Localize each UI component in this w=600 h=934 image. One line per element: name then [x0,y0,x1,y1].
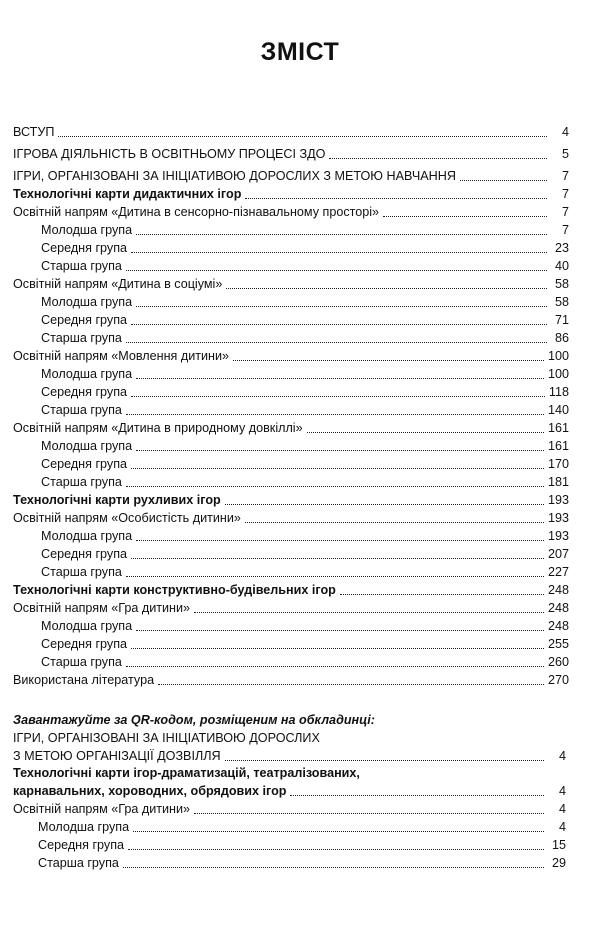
toc-entry[interactable] [13,491,569,509]
toc-entry-label: Молодша група [41,619,133,633]
toc-entry-label: ІГРИ, ОРГАНІЗОВАНІ ЗА ІНІЦІАТИВОЮ ДОРОСЛИХ З МЕТОЮ НАВЧАННЯ [13,169,456,183]
toc-entry[interactable] [13,145,569,163]
toc-entry-label: Середня група [41,547,128,561]
leader-dots [136,377,544,379]
leader-dots [126,413,544,415]
toc-entry-label: Молодша група [41,295,133,309]
toc-entry[interactable] [41,239,569,257]
toc-entry-page: 193 [547,493,569,507]
toc-entry-page: 86 [554,331,569,345]
toc-entry-label: Освітній напрям «Дитина в природному довкіллі» [13,421,303,435]
toc-entry-label: Середня група [38,838,125,852]
toc-entry-label: Молодша група [41,529,133,543]
toc-entry-page: 4 [558,820,566,834]
toc-entry-label: Середня група [41,457,128,471]
toc-entry[interactable] [13,747,566,765]
leader-dots [136,305,547,307]
toc-entry-page: 118 [548,385,569,399]
leader-dots [126,665,544,667]
toc-entry-page: 255 [547,637,569,651]
toc-entry[interactable] [38,854,566,872]
toc-entry[interactable] [41,653,569,671]
leader-dots [131,557,544,559]
toc-entry-page: 29 [551,856,566,870]
toc-entry[interactable] [38,818,566,836]
leader-dots [136,629,544,631]
toc-entry[interactable] [41,365,569,383]
toc-entry[interactable] [41,617,569,635]
toc-entry-label: Освітній напрям «Дитина в сенсорно-пізнавальному просторі» [13,205,380,219]
toc-entry-label: Старша група [41,403,122,417]
leader-dots [460,179,547,181]
qr-note: Завантажуйте за QR-кодом, розміщеним на обкладинці: [13,713,375,727]
leader-dots [340,593,544,595]
leader-dots [123,866,544,868]
toc-entry-label: карнавальних, хороводних, обрядових ігор [13,784,287,798]
leader-dots [245,521,544,523]
toc-entry-page: 207 [547,547,569,561]
leader-dots [136,449,544,451]
leader-dots [233,359,544,361]
leader-dots [131,251,547,253]
toc-entry-label: ВСТУП [13,125,55,139]
leader-dots [128,848,544,850]
leader-dots [131,467,544,469]
toc-entry-page: 193 [547,511,569,525]
toc-entry[interactable] [41,311,569,329]
toc-entry[interactable] [13,509,569,527]
leader-dots [58,135,547,137]
toc-entry[interactable] [13,123,569,141]
toc-entry-page: 161 [547,421,569,435]
toc-entry[interactable] [13,167,569,185]
leader-dots [126,575,544,577]
toc-entry-page: 140 [547,403,569,417]
leader-dots [126,485,544,487]
toc-entry-label: Освітній напрям «Дитина в соціумі» [13,277,223,291]
toc-entry[interactable] [41,293,569,311]
leader-dots [225,759,544,761]
leader-dots [126,341,547,343]
toc-entry[interactable] [13,671,569,689]
toc-entry-label: Освітній напрям «Гра дитини» [13,802,191,816]
toc-entry-page: 270 [547,673,569,687]
toc-entry-label: Старша група [41,655,122,669]
toc-entry-page: 15 [551,838,566,852]
toc-entry[interactable] [41,635,569,653]
qr-cards-line1: Технологічні карти ігор-драматизацій, театралізованих, [13,766,360,780]
leader-dots [290,794,544,796]
toc-entry[interactable] [13,581,569,599]
toc-entry-label: Освітній напрям «Гра дитини» [13,601,191,615]
leader-dots [158,683,544,685]
toc-entry-page: 4 [558,749,566,763]
toc-entry-page: 5 [561,147,569,161]
toc-entry-label: Старша група [41,259,122,273]
leader-dots [225,503,544,505]
toc-entry-label: Старша група [41,565,122,579]
toc-entry[interactable] [13,800,566,818]
toc-entry-page: 58 [554,295,569,309]
toc-entry-label: Освітній напрям «Мовлення дитини» [13,349,230,363]
leader-dots [245,197,547,199]
toc-entry-page: 40 [554,259,569,273]
toc-entry-page: 7 [561,205,569,219]
toc-entry[interactable] [41,563,569,581]
toc-entry-page: 23 [554,241,569,255]
leader-dots [383,215,547,217]
leader-dots [131,647,544,649]
toc-entry-label: Молодша група [38,820,130,834]
leader-dots [194,812,544,814]
toc-entry-page: 161 [547,439,569,453]
toc-entry-label: Середня група [41,241,128,255]
leader-dots [136,539,544,541]
leader-dots [133,830,544,832]
toc-entry-page: 71 [554,313,569,327]
toc-entry[interactable] [13,203,569,221]
toc-entry[interactable] [41,329,569,347]
toc-entry[interactable] [41,257,569,275]
toc-entry[interactable] [41,401,569,419]
toc-entry-page: 100 [547,349,569,363]
toc-entry-label: Старша група [41,475,122,489]
toc-entry-label: Використана література [13,673,155,687]
toc-entry-label: З МЕТОЮ ОРГАНІЗАЦІЇ ДОЗВІЛЛЯ [13,749,221,763]
toc-entry[interactable] [13,185,569,203]
toc-entry-page: 193 [547,529,569,543]
toc-entry-page: 260 [547,655,569,669]
toc-entry-page: 100 [547,367,569,381]
toc-entry-label: Технологічні карти дидактичних ігор [13,187,242,201]
toc-entry-label: Старша група [41,331,122,345]
leader-dots [194,611,544,613]
leader-dots [131,323,547,325]
toc-entry[interactable] [41,455,569,473]
toc-entry-label: Молодша група [41,223,133,237]
toc-entry-page: 7 [561,169,569,183]
qr-heading-line1: ІГРИ, ОРГАНІЗОВАНІ ЗА ІНІЦІАТИВОЮ ДОРОСЛИХ [13,731,320,745]
toc-entry-page: 4 [558,784,566,798]
toc-entry[interactable] [38,836,566,854]
toc-entry-page: 7 [561,223,569,237]
toc-entry-page: 170 [547,457,569,471]
toc-entry-label: Середня група [41,385,128,399]
toc-entry-page: 4 [558,802,566,816]
toc-entry-label: Освітній напрям «Особистість дитини» [13,511,241,525]
toc-entry[interactable] [13,347,569,365]
leader-dots [136,233,547,235]
leader-dots [126,269,547,271]
toc-entry[interactable] [41,527,569,545]
toc-entry[interactable] [41,473,569,491]
leader-dots [329,157,547,159]
toc-entry-label: Молодша група [41,367,133,381]
toc-entry[interactable] [13,275,569,293]
toc-entry-page: 7 [561,187,569,201]
leader-dots [131,395,545,397]
toc-entry-label: ІГРОВА ДІЯЛЬНІСТЬ В ОСВІТНЬОМУ ПРОЦЕСІ ЗДО [13,147,326,161]
toc-entry-label: Технологічні карти рухливих ігор [13,493,221,507]
toc-entry-label: Молодша група [41,439,133,453]
toc-entry-page: 248 [547,619,569,633]
toc-entry[interactable] [13,782,566,800]
toc-entry-label: Середня група [41,637,128,651]
leader-dots [307,431,544,433]
toc-entry[interactable] [41,383,569,401]
qr-section [0,711,600,872]
toc-entry[interactable] [13,599,569,617]
leader-dots [226,287,547,289]
toc-entry-page: 58 [554,277,569,291]
toc-entry-label: Старша група [38,856,119,870]
toc-entry[interactable] [41,221,569,239]
toc-entry[interactable] [41,545,569,563]
toc-entry-page: 248 [547,583,569,597]
toc-entry-label: Технологічні карти конструктивно-будівельних ігор [13,583,336,597]
toc-entry-page: 227 [547,565,569,579]
toc-entry[interactable] [41,437,569,455]
toc-entry[interactable] [13,419,569,437]
toc-entry-page: 181 [547,475,569,489]
table-of-contents [0,123,600,689]
page-title: ЗМІСТ [260,38,340,66]
toc-entry-page: 248 [547,601,569,615]
toc-entry-page: 4 [561,125,569,139]
toc-entry-label: Середня група [41,313,128,327]
